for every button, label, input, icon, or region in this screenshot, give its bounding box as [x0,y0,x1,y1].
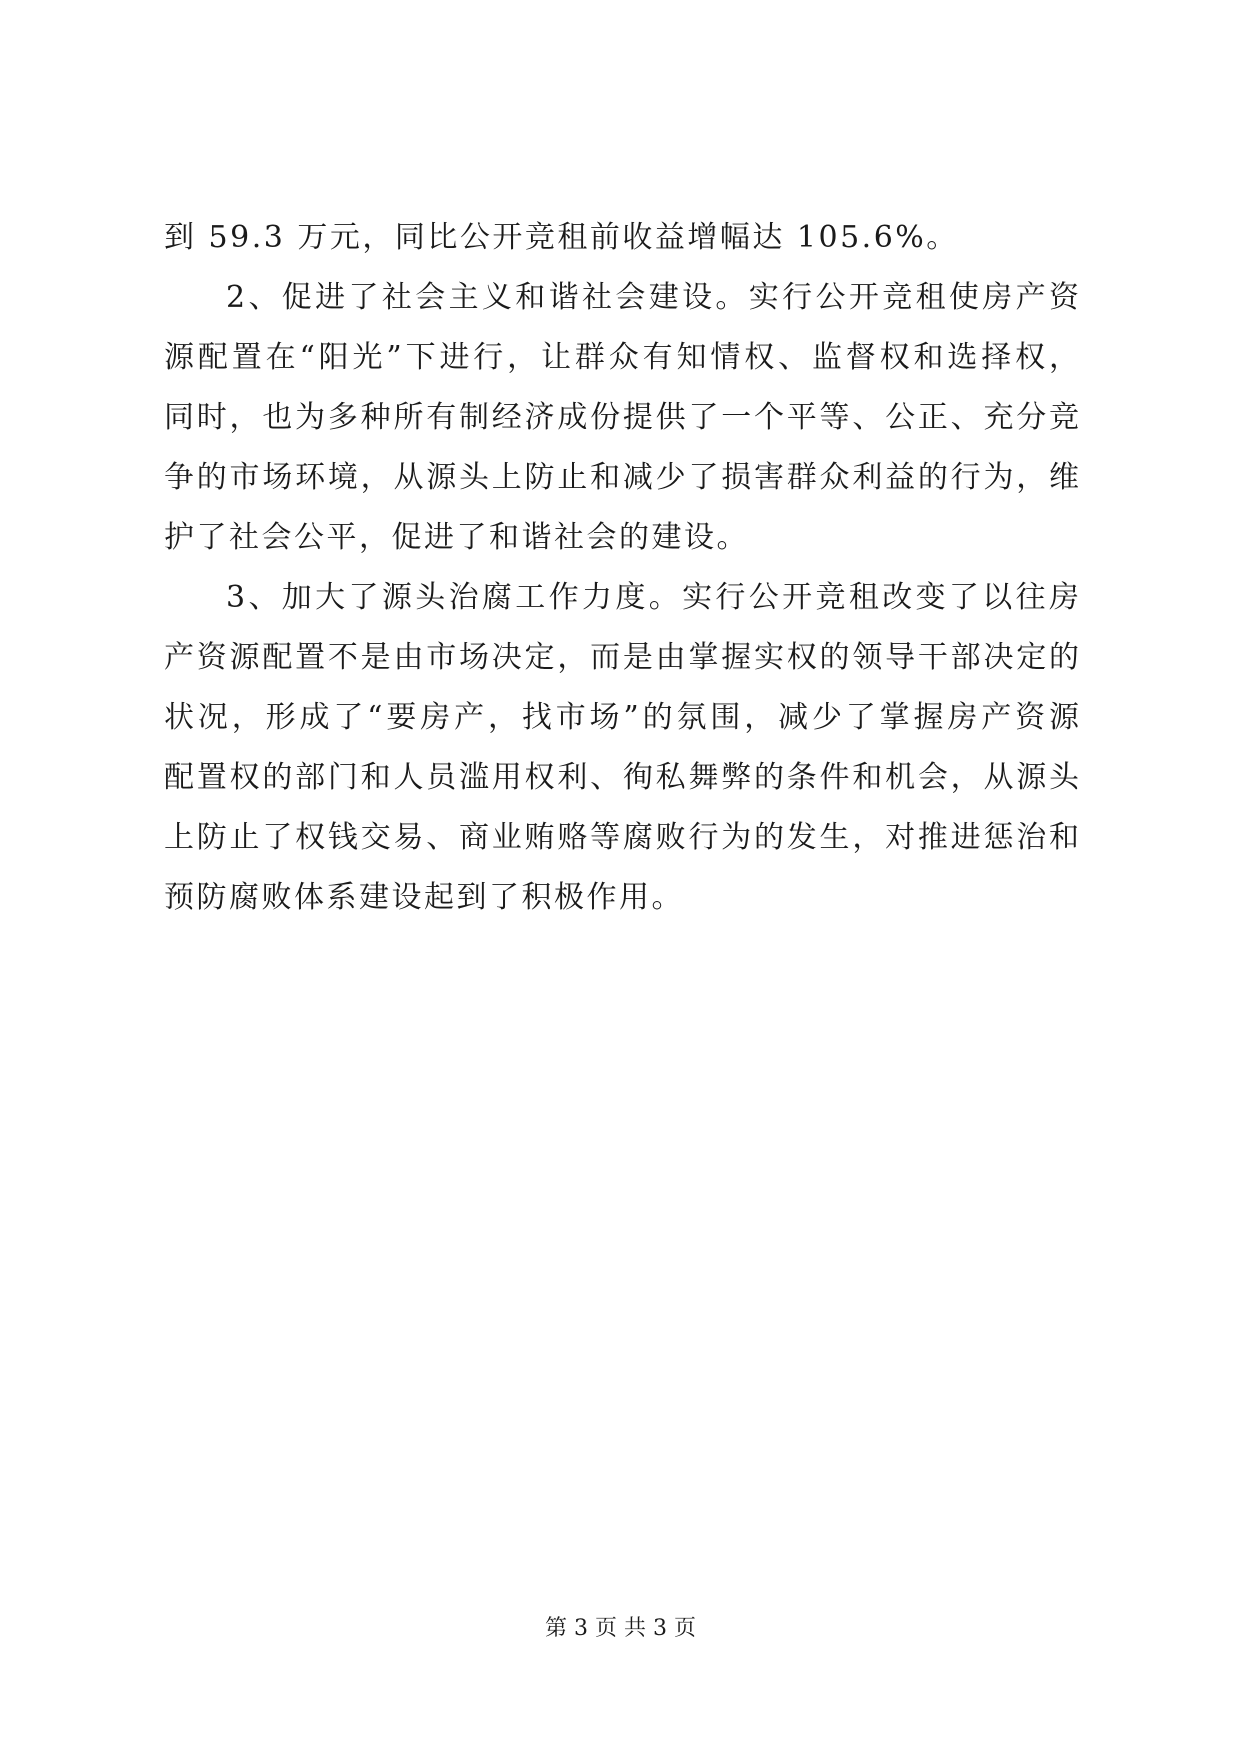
document-body [164,208,1079,928]
text-line: 产资源配置不是由市场决定，而是由掌握实权的领导干部决定的 [164,640,1079,675]
paragraph [164,208,1079,268]
text-line: 争的市场环境，从源头上防止和减少了损害群众利益的行为，维 [164,460,1079,495]
text-line: 源配置在“阳光”下进行，让群众有知情权、监督权和选择权， [164,340,1079,375]
text-line: 上防止了权钱交易、商业贿赂等腐败行为的发生，对推进惩治和 [164,820,1079,855]
text-line: 状况，形成了“要房产，找市场”的氛围，减少了掌握房产资源 [164,700,1079,735]
paragraph [164,568,1079,928]
text-line: 配置权的部门和人员滥用权利、徇私舞弊的条件和机会，从源头 [164,760,1079,795]
text-line: 同时，也为多种所有制经济成份提供了一个平等、公正、充分竞 [164,400,1079,435]
text-line: 到 59.3 万元，同比公开竞租前收益增幅达 105.6%。 [164,220,959,255]
text-line: 预防腐败体系建设起到了积极作用。 [164,880,684,915]
text-line: 护了社会公平，促进了和谐社会的建设。 [164,520,749,555]
page-number-footer: 第 3 页 共 3 页 [545,1616,696,1641]
text-line: 3、加大了源头治腐工作力度。实行公开竞租改变了以往房 [226,580,1079,615]
text-line: 2、促进了社会主义和谐社会建设。实行公开竞租使房产资 [226,280,1079,315]
paragraph [164,268,1079,568]
